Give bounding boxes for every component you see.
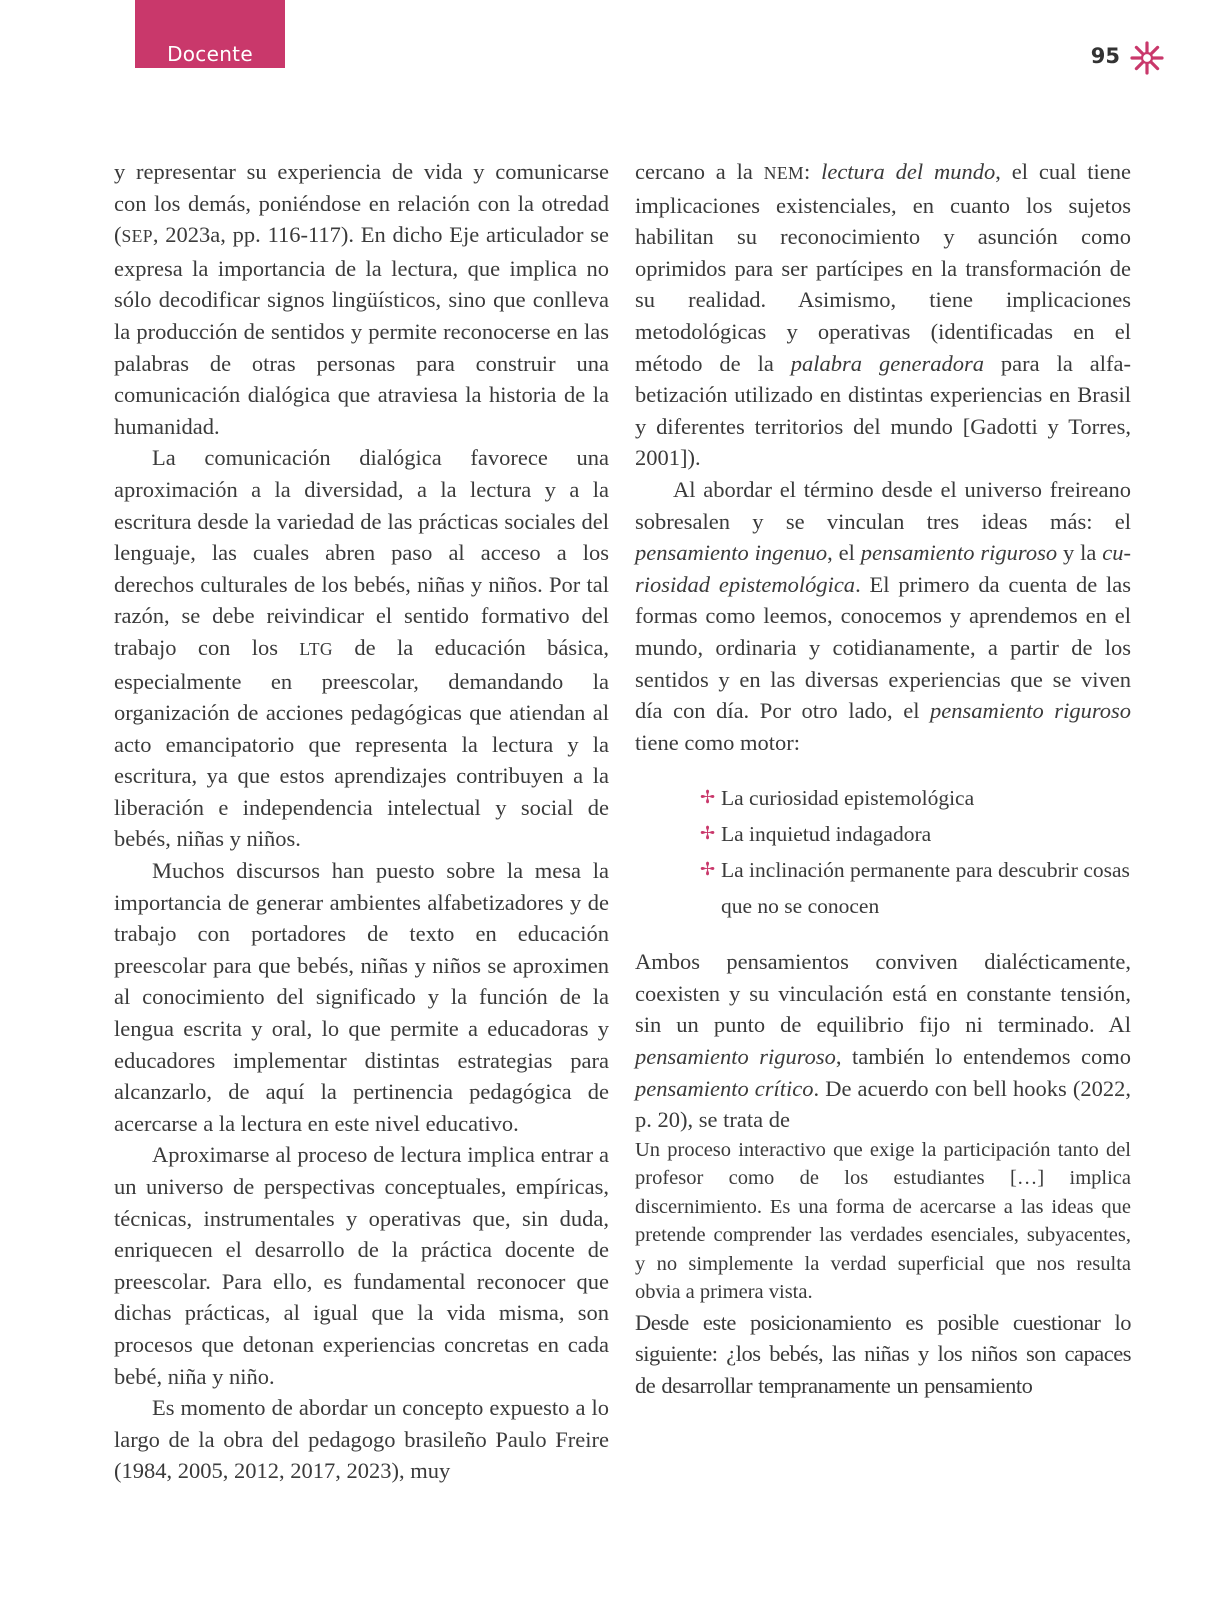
paragraph: Muchos discursos han puesto sobre la mesa la importancia de generar ambientes alfabetizadores y de trabajo con portadores de texto en educación preescolar para que bebés, niñas y niños se aproximen al conocimiento del significado y la función de la lengua escrita y oral, lo que permite a educadoras y educadores implementar distintas estrategias para alcanzarlo, de aquí la pertinencia pedagógica de acercarse a la lectura en este nivel educativo. [114,858,609,1136]
paragraph: y representar su experiencia de vida y comunicarse con los demás, poniéndose en relación con la otredad (SEP, 2023a, pp. 116-117). En dicho Eje articulador se expresa la importancia de la lectura, que implica no sólo decodificar signos lingüísticos, sino que conlleva la producción de sentidos y permite reconocerse en las palabras de otras personas para construir una comunicación dialógica que atraviesa la historia de la humanidad. [114,159,609,439]
paragraph: Es momento de abordar un concepto expuesto a lo largo de la obra del pedagogo brasileño Paulo Freire (1984, 2005, 2012, 2017, 2023), muy [114,1395,609,1484]
page-number: 95 [1090,44,1120,68]
right-column [635,156,1131,1402]
bullet-cross-icon: ✢ [700,859,716,881]
bullet-cross-icon: ✢ [700,787,716,809]
list-item: ✢ La inquietud indagadora [700,816,1131,852]
paragraph: cercano a la NEM: lectura del mundo, el cual tiene implicaciones existenciales, en cuanto los sujetos habilitan su reconocimiento y asunción como oprimidos para ser partícipes en la transformación de su realidad. Asimismo, tiene implicaciones metodológicas y operativas (identificadas en el método de la palabra generadora para la alfabetización utilizado en distintas experiencias en Brasil y diferentes territorios del mundo [Gadotti y Torres, 2001]). [635,159,1131,471]
bullet-cross-icon: ✢ [700,823,716,845]
section-tab [135,0,285,68]
paragraph: Ambos pensamientos conviven dialécticamente, coexisten y su vinculación está en constante tensión, sin un punto de equilibrio fijo ni terminado. Al pensamiento riguroso, también lo entendemos como pensamiento crítico. De acuerdo con bell hooks (2022, p. 20), se trata de [635,949,1131,1133]
section-label: Docente [167,42,253,66]
paragraph: Desde este posicionamiento es posible cuestionar lo siguiente: ¿los bebés, las niñas y los niños son capaces de desarrollar tempranamente un pensamiento [635,1309,1131,1399]
asterisk-flower-icon [1129,40,1165,76]
left-column [114,156,609,1487]
paragraph: Al abordar el término desde el universo freireano sobresalen y se vinculan tres ideas más: el pensamiento ingenuo, el pensamiento riguroso y la curiosidad epistemológica. El primero da cuenta de las formas como leemos, conocemos y aprendemos en el mundo, ordinaria y cotidianamente, a partir de los sentidos y en las diversas experiencias que se viven día con día. Por otro lado, el pensamiento riguroso tiene como motor: [635,476,1132,755]
bullet-list [635,780,1131,924]
paragraph: La comunicación dialógica favorece una aproximación a la diversidad, a la lectura y a la escritura desde la variedad de las prácticas sociales del lenguaje, las cuales abren paso al acceso a los derechos culturales de los bebés, niñas y niños. Por tal razón, se debe reivindicar el sentido formativo del trabajo con los LTG de la educación básica, especialmente en preescolar, demandando la organización de acciones pedagógicas que atiendan al acto emancipatorio que representa la lectura y la escritura, ya que estos aprendizajes contribuyen a la liberación e independencia intelectual y social de bebés, niñas y niños. [114,445,609,852]
block-quote: Un proceso interactivo que exige la participación tanto del profesor como de los estudiantes […] implica discernimiento. Es una forma de acercarse a las ideas que pretende comprender las verdades esenciales, subyacentes, y no simplemente la verdad superficial que nos resulta obvia a primera vista. [635,1138,1131,1304]
paragraph: Aproximarse al proceso de lectura implica entrar a un universo de perspectivas conceptuales, empíricas, técnicas, instrumentales y operativas que, sin duda, enriquecen el desarrollo de la práctica docente de preescolar. Para ello, es fundamental reconocer que dichas prácticas, al igual que la vida misma, son procesos que detonan experiencias concretas en cada bebé, niña y niño. [114,1142,609,1389]
list-item: ✢ La curiosidad epistemológica [700,780,1131,816]
list-item: ✢ La inclinación permanente para descubrir cosas que no se conocen [700,852,1131,924]
